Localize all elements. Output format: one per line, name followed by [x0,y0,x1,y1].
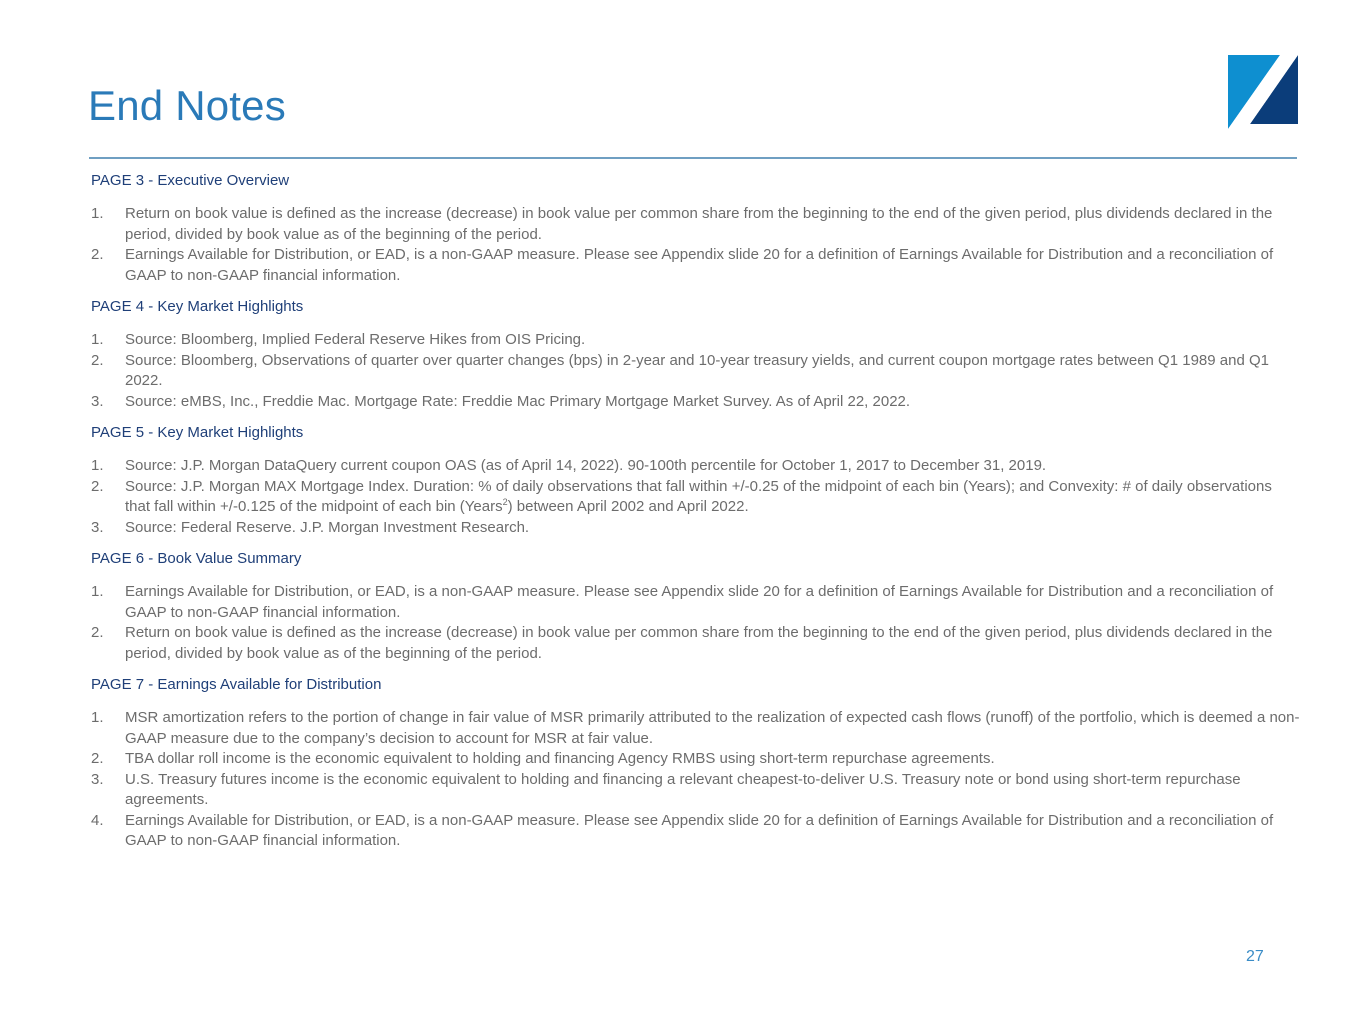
end-notes-content [91,172,1301,864]
note-item [91,204,1301,245]
note-item [91,245,1301,286]
note-item [91,749,1301,770]
note-item [91,351,1301,392]
note-number: 4. [91,811,104,829]
note-number: 1. [91,457,104,474]
note-number: 2. [91,477,104,495]
note-item [91,811,1301,852]
note-number: 2. [91,246,104,263]
note-number: 2. [91,750,104,767]
notes-list [91,708,1301,852]
note-text-after: ) between April 2002 and April 2022. [507,498,749,515]
section-heading: PAGE 3 - Executive Overview [91,172,290,189]
section-heading: PAGE 5 - Key Market Highlights [91,424,304,441]
note-text: Earnings Available for Distribution, or EAD, is a non-GAAP measure. Please see Appendix slide 20 for a definition of Earnings Available for Distribution and a reconciliation of GAAP to non-GAAP financial information. [125,811,1274,849]
note-text: Return on book value is defined as the increase (decrease) in book value per common share from the beginning to the end of the given period, plus dividends declared in the period, divided by book value as of the beginning of the period. [125,624,1273,662]
note-number: 3. [91,392,104,410]
note-number: 2. [91,624,104,641]
note-text: Source: eMBS, Inc., Freddie Mac. Mortgage Rate: Freddie Mac Primary Mortgage Market Survey. As of April 22, 2022. [125,392,911,410]
note-superscript: 2 [502,497,508,507]
note-number: 3. [91,518,104,536]
note-text: Earnings Available for Distribution, or EAD, is a non-GAAP measure. Please see Appendix slide 20 for a definition of Earnings Available for Distribution and a reconciliation of GAAP to non-GAAP financial information. [125,246,1274,284]
page-title: End Notes [88,82,286,129]
note-number: 1. [91,205,104,222]
note-text: Source: Bloomberg, Implied Federal Reserve Hikes from OIS Pricing. [125,331,586,348]
note-text: Return on book value is defined as the increase (decrease) in book value per common share from the beginning to the end of the given period, plus dividends declared in the period, divided by book value as of the beginning of the period. [125,205,1273,243]
notes-list [91,204,1301,286]
note-text: Earnings Available for Distribution, or EAD, is a non-GAAP measure. Please see Appendix slide 20 for a definition of Earnings Available for Distribution and a reconciliation of GAAP to non-GAAP financial information. [125,583,1274,621]
notes-list [91,330,1301,412]
note-item [91,392,1301,413]
note-number: 2. [91,351,104,369]
note-number: 1. [91,709,104,726]
note-item [91,330,1301,351]
note-item [91,456,1301,477]
note-item [91,582,1301,623]
page-number: 27 [1246,948,1264,965]
notes-list [91,582,1301,664]
note-item [91,477,1301,518]
notes-list [91,456,1301,538]
company-logo [1228,55,1298,129]
section-heading: PAGE 7 - Earnings Available for Distribution [91,676,382,693]
note-text: Source: Federal Reserve. J.P. Morgan Investment Research. [125,518,530,536]
note-text: MSR amortization refers to the portion of change in fair value of MSR primarily attributed to the realization of expected cash flows (runoff) of the portfolio, which is deemed a non-GAAP measure due to the company’s decision to account for MSR at fair value. [125,709,1300,747]
section-heading: PAGE 6 - Book Value Summary [91,550,302,567]
note-text: Source: J.P. Morgan DataQuery current coupon OAS (as of April 14, 2022). 90-100th percentile for October 1, 2017 to December 31, 2019. [125,457,1047,474]
note-item [91,770,1301,811]
title-divider [89,157,1297,159]
note-text: U.S. Treasury futures income is the economic equivalent to holding and financing a relevant cheapest-to-deliver U.S. Treasury note or bond using short-term repurchase agreements. [125,770,1241,808]
note-item [91,518,1301,539]
note-text: TBA dollar roll income is the economic equivalent to holding and financing Agency RMBS using short-term repurchase agreements. [125,750,995,767]
note-text: Source: J.P. Morgan MAX Mortgage Index. Duration: % of daily observations that fall within +/-0.25 of the midpoint of each bin (Years); and Convexity: # of daily observations that fall within +/-0.125 of the midpoint of each bin (Years [125,477,1272,515]
note-item [91,623,1301,664]
note-item [91,708,1301,749]
note-number: 3. [91,770,104,788]
note-text: Source: Bloomberg, Observations of quarter over quarter changes (bps) in 2-year and 10-year treasury yields, and current coupon mortgage rates between Q1 1989 and Q1 2022. [125,351,1269,389]
section-heading: PAGE 4 - Key Market Highlights [91,298,304,315]
note-number: 1. [91,331,104,348]
note-number: 1. [91,583,104,600]
